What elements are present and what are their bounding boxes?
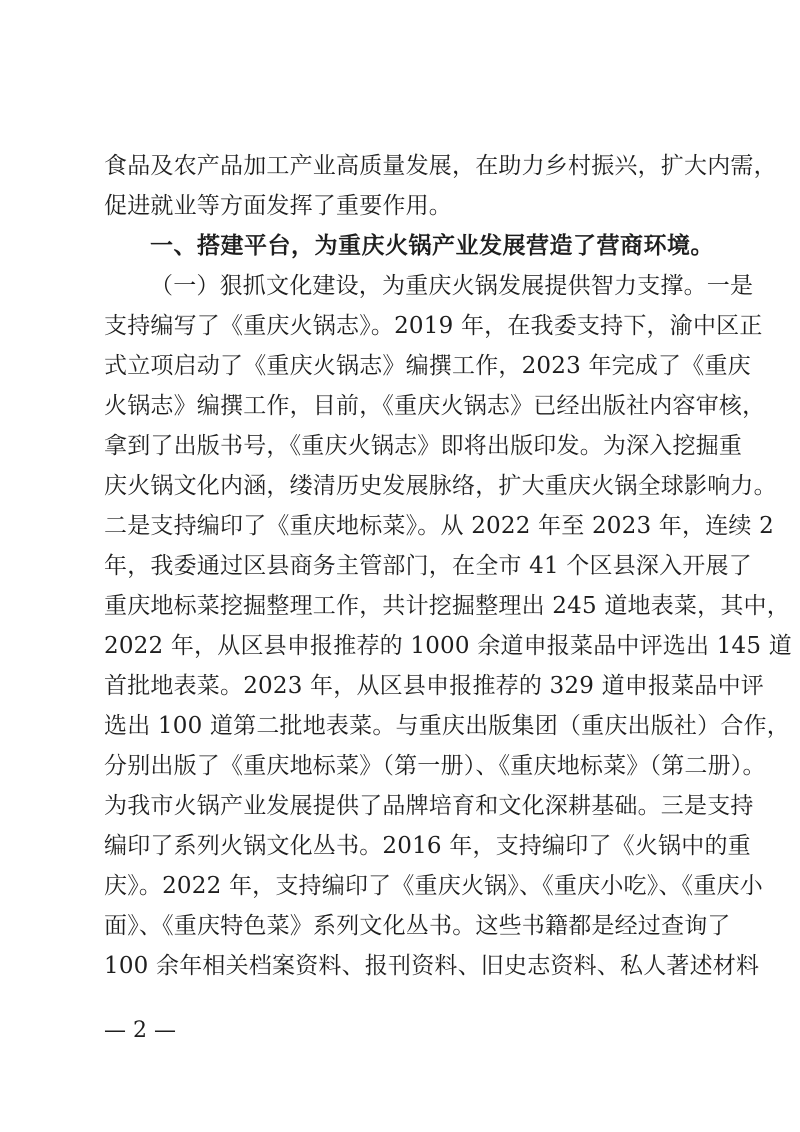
body-line: 拿到了出版书号，《重庆火锅志》即将出版印发。为深入挖掘重 (104, 433, 743, 459)
body-line: 式立项启动了《重庆火锅志》编撰工作，2023 年完成了《重庆 (104, 353, 751, 379)
body-line: 庆》。2022 年，支持编印了《重庆火锅》、《重庆小吃》、《重庆小 (104, 873, 763, 899)
section-heading: 一、搭建平台，为重庆火锅产业发展营造了营商环境。 (150, 233, 714, 259)
body-line: 为我市火锅产业发展提供了品牌培育和文化深耕基础。三是支持 (104, 793, 754, 819)
body-line: 重庆地标菜挖掘整理工作，共计挖掘整理出 245 道地表菜，其中， (104, 593, 790, 619)
body-line: 庆火锅文化内涵，缕清历史发展脉络，扩大重庆火锅全球影响力。 (104, 473, 777, 499)
body-line: 编印了系列火锅文化丛书。2016 年，支持编印了《火锅中的重 (104, 833, 751, 859)
body-line: 二是支持编印了《重庆地标菜》。从 2022 年至 2023 年，连续 2 (104, 513, 774, 539)
body-line: 选出 100 道第二批地表菜。与重庆出版集团（重庆出版社）合作， (104, 713, 790, 739)
body-line: 2022 年，从区县申报推荐的 1000 余道申报菜品中评选出 145 道 (104, 633, 792, 659)
body-line: 火锅志》编撰工作，目前，《重庆火锅志》已经出版社内容审核， (104, 393, 766, 419)
body-line: 100 余年相关档案资料、报刊资料、旧史志资料、私人著述材料 (104, 953, 760, 979)
body-line: 面》、《重庆特色菜》系列文化丛书。这些书籍都是经过查询了 (104, 913, 731, 939)
body-line: 分别出版了《重庆地标菜》（第一册）、《重庆地标菜》（第二册）。 (104, 753, 766, 779)
body-line: 首批地表菜。2023 年，从区县申报推荐的 329 道申报菜品中评 (104, 673, 764, 699)
body-line: 支持编写了《重庆火锅志》。2019 年，在我委支持下，渝中区正 (104, 313, 763, 339)
subsection-heading-line: （一）狠抓文化建设，为重庆火锅发展提供智力支撑。一是 (150, 273, 754, 299)
body-line: 年，我委通过区县商务主管部门，在全市 41 个区县深入开展了 (104, 553, 752, 579)
body-line: 食品及农产品加工产业高质量发展，在助力乡村振兴，扩大内需， (104, 153, 777, 179)
body-line: 促进就业等方面发挥了重要作用。 (104, 193, 452, 219)
page-number: — 2 — (104, 1018, 176, 1043)
